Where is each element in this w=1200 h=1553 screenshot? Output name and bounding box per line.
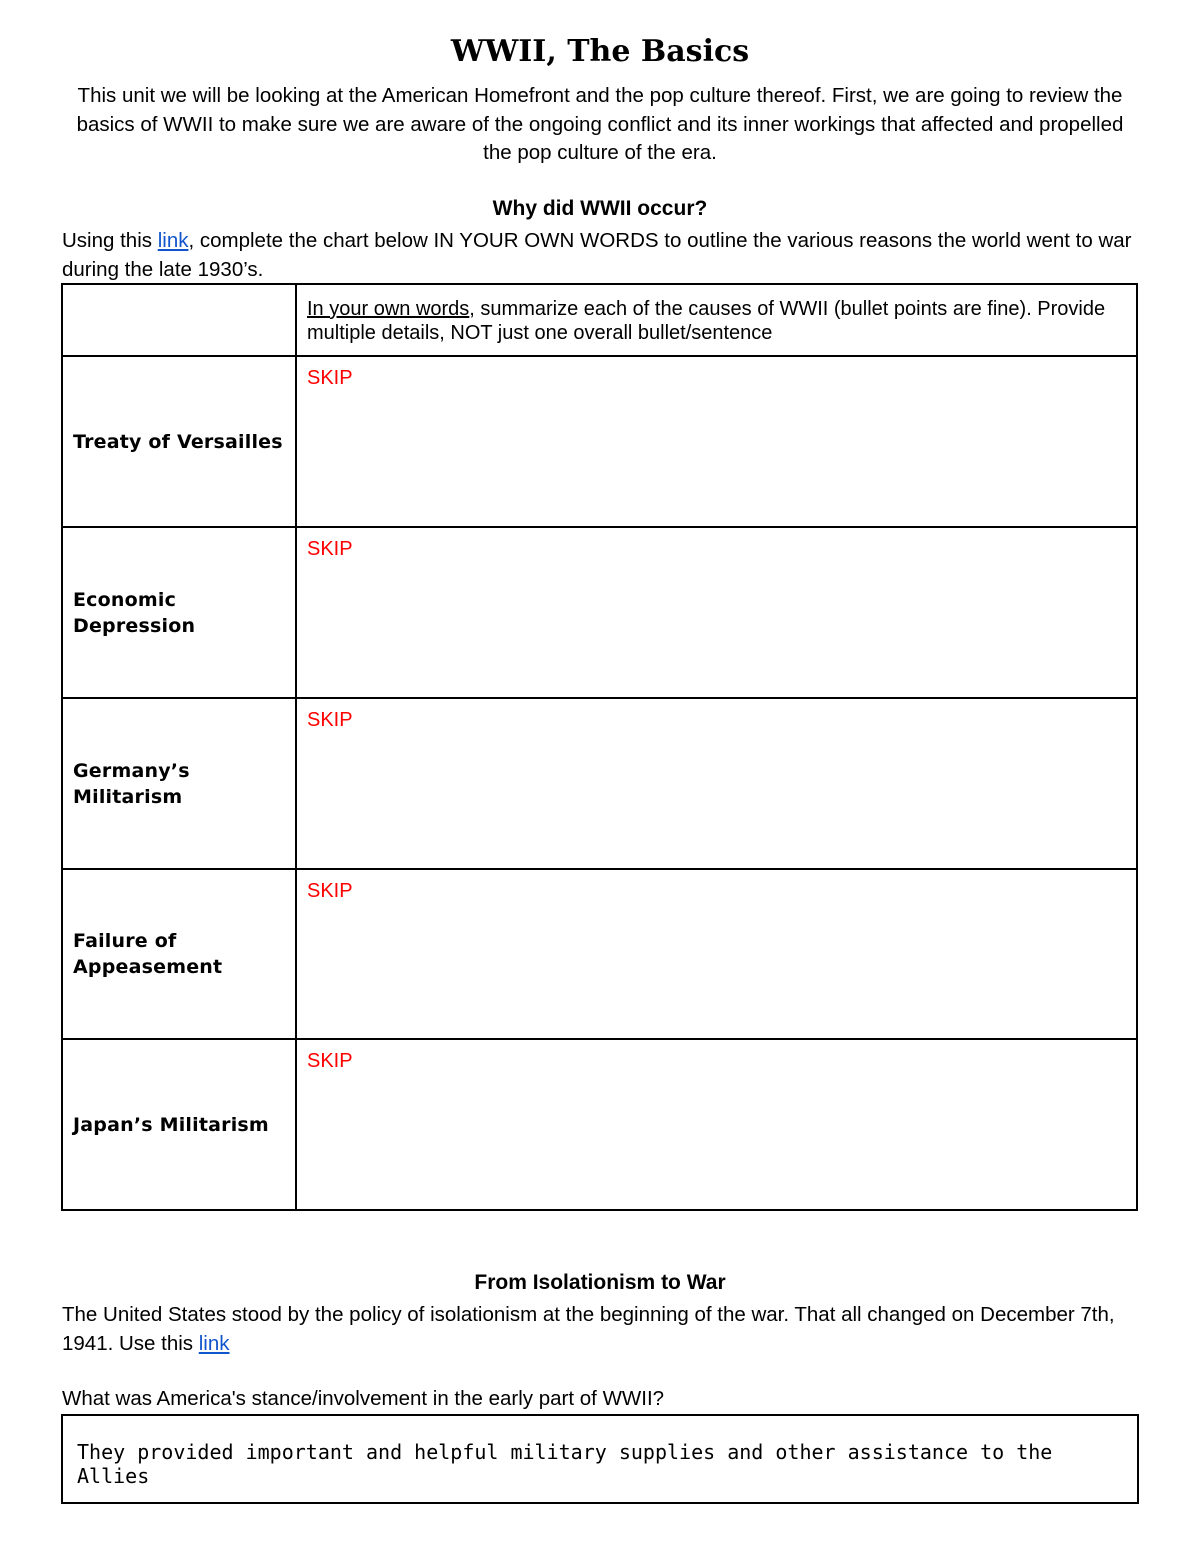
- cause-answer-cell[interactable]: SKIP: [296, 869, 1137, 1039]
- answer-text: They provided important and helpful military supplies and other assistance to the Allies: [77, 1440, 1065, 1488]
- table-row: [62, 1039, 1137, 1210]
- header-rest-text: , summarize each of the causes of WWII (bullet points are fine). Provide multiple details, NOT just one overall bullet/sentence: [307, 298, 1106, 344]
- instructions-text-end: , complete the chart below IN YOUR OWN WORDS to outline the various reasons the world went to war during the late 1930’s.: [62, 229, 1132, 281]
- cause-label: Japan’s Militarism: [62, 1039, 296, 1210]
- cause-answer-cell[interactable]: SKIP: [296, 356, 1137, 527]
- cause-answer-cell[interactable]: SKIP: [296, 698, 1137, 869]
- section-heading-isolationism: From Isolationism to War: [474, 1271, 726, 1294]
- cause-label: Germany’s Militarism: [62, 698, 296, 869]
- section-heading-why: Why did WWII occur?: [492, 197, 708, 220]
- cause-label: Economic Depression: [62, 527, 296, 698]
- isolationism-paragraph: [62, 1301, 1142, 1358]
- cause-label: Treaty of Versailles: [62, 356, 296, 527]
- answer-box[interactable]: [61, 1414, 1139, 1504]
- table-row: [62, 356, 1137, 527]
- chart-instructions: [62, 227, 1142, 284]
- isolationism-link[interactable]: link: [198, 1331, 230, 1355]
- causes-table: [61, 283, 1138, 1211]
- intro-paragraph: This unit we will be looking at the American Homefront and the pop culture thereof. First, we are going to review the basics of WWII to make sure we are aware of the ongoing conflict and its inner workings that affected and propelled the pop culture of the era.: [76, 84, 1124, 164]
- instructions-text-start: Using this: [62, 229, 158, 252]
- table-row: [62, 527, 1137, 698]
- cause-answer-cell[interactable]: SKIP: [296, 1039, 1137, 1210]
- table-row: [62, 698, 1137, 869]
- cause-answer-cell[interactable]: SKIP: [296, 527, 1137, 698]
- question-text: What was America's stance/involvement in the early part of WWII?: [62, 1387, 665, 1410]
- page-title: WWII, The Basics: [450, 34, 750, 69]
- cause-label: Failure of Appeasement: [62, 869, 296, 1039]
- table-header-row: [62, 284, 1137, 356]
- causes-link[interactable]: link: [157, 229, 189, 252]
- isolationism-text: The United States stood by the policy of isolationism at the beginning of the war. That all changed on December 7th, 1941. Use this: [62, 1303, 1115, 1355]
- table-corner-cell: [62, 284, 296, 356]
- header-underlined-text: In your own words: [307, 298, 470, 320]
- table-row: [62, 869, 1137, 1039]
- table-header-cell: [296, 284, 1137, 356]
